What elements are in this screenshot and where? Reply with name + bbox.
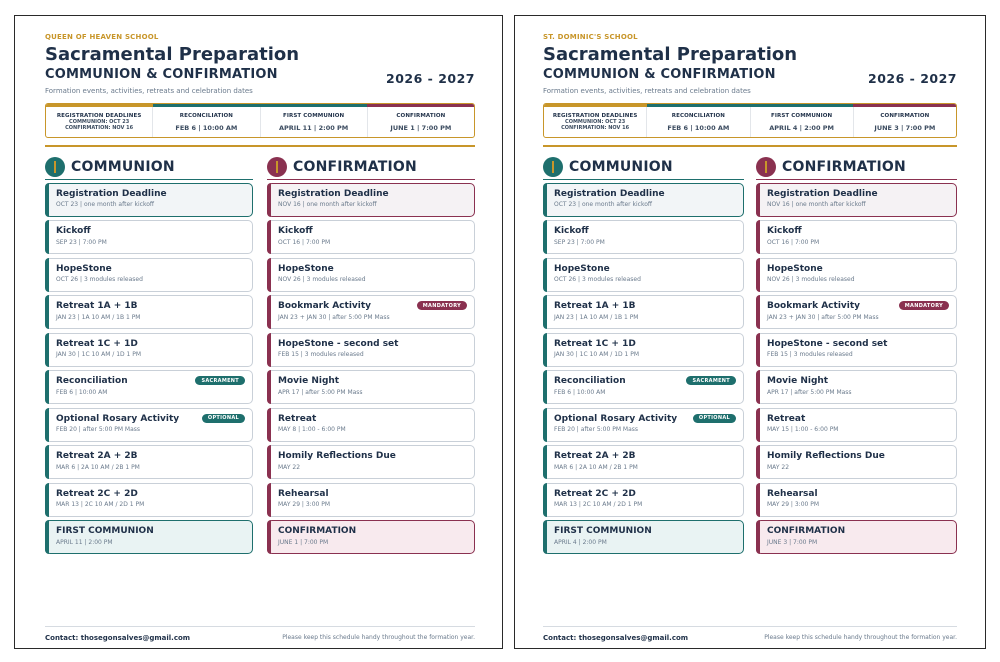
- event-title: Registration Deadline: [278, 188, 389, 199]
- event-title: HopeStone - second set: [767, 338, 888, 349]
- event-badge: SACRAMENT: [686, 376, 736, 385]
- event-card: [45, 520, 253, 554]
- event-title: Retreat 1C + 1D: [56, 338, 138, 349]
- key-date-label: CONFIRMATION: [396, 112, 446, 119]
- event-card: [756, 445, 957, 479]
- event-card: [543, 220, 744, 254]
- event-card: [756, 220, 957, 254]
- event-details: MAY 22: [278, 463, 301, 471]
- school-name: ST. DOMINIC'S SCHOOL: [543, 33, 638, 41]
- event-details: MAY 15 | 1:00 - 6:00 PM: [767, 426, 839, 433]
- event-details: OCT 26 | 3 modules released: [554, 276, 641, 283]
- event-title: Retreat 1C + 1D: [554, 338, 636, 349]
- event-card: [267, 445, 475, 479]
- confirmation-events: [756, 183, 957, 555]
- key-date-value: APRIL 11 | 2:00 PM: [279, 123, 349, 132]
- schedule-sheet-st-dominics: [514, 15, 986, 649]
- event-title: HopeStone: [56, 263, 112, 274]
- event-details: APRIL 11 | 2:00 PM: [56, 538, 113, 546]
- key-date-value: JUNE 1 | 7:00 PM: [390, 123, 452, 132]
- event-details: FEB 20 | after 5:00 PM Mass: [554, 426, 639, 433]
- footer-note: Please keep this schedule handy throughout the formation year.: [764, 634, 957, 641]
- key-dates-color-bar: [46, 104, 474, 107]
- event-details: APRIL 4 | 2:00 PM: [554, 538, 607, 546]
- event-card: [267, 408, 475, 442]
- key-date-value: COMMUNION: OCT 23: [69, 119, 130, 125]
- event-details: OCT 23 | one month after kickoff: [56, 201, 155, 208]
- event-card: [543, 483, 744, 517]
- event-title: Kickoff: [56, 226, 91, 236]
- event-title: Movie Night: [767, 376, 829, 386]
- event-details: FEB 20 | after 5:00 PM Mass: [56, 426, 141, 433]
- footer: [543, 626, 957, 642]
- event-details: JAN 23 | 1A 10 AM / 1B 1 PM: [554, 313, 639, 321]
- key-date-value: JUNE 3 | 7:00 PM: [874, 123, 936, 132]
- event-details: JAN 23 | 1A 10 AM / 1B 1 PM: [56, 313, 141, 321]
- event-title: Bookmark Activity: [767, 301, 861, 311]
- event-badge: SACRAMENT: [195, 376, 245, 385]
- event-card: [45, 408, 253, 442]
- confirmation-heading: CONFIRMATION: [293, 159, 417, 175]
- school-name: QUEEN OF HEAVEN SCHOOL: [45, 33, 159, 41]
- confirmation-header: [267, 158, 475, 180]
- event-card: [756, 408, 957, 442]
- event-title: Retreat 2A + 2B: [554, 451, 636, 461]
- event-card: [45, 183, 253, 217]
- key-date-label: FIRST COMMUNION: [283, 112, 345, 119]
- communion-events: [45, 183, 253, 555]
- event-card: [267, 370, 475, 404]
- event-card: [45, 258, 253, 292]
- event-title: Retreat 2A + 2B: [56, 451, 138, 461]
- key-date-label: FIRST COMMUNION: [771, 112, 833, 119]
- key-date-label: REGISTRATION DEADLINES: [552, 113, 638, 119]
- event-title: CONFIRMATION: [767, 526, 846, 536]
- event-title: Rehearsal: [278, 488, 329, 499]
- event-card: [543, 445, 744, 479]
- event-details: APR 17 | after 5:00 PM Mass: [278, 388, 363, 396]
- event-card: [543, 258, 744, 292]
- key-dates-box: [45, 103, 475, 138]
- event-title: Kickoff: [767, 226, 802, 236]
- confirmation-column: [756, 158, 957, 558]
- event-title: Registration Deadline: [56, 188, 167, 199]
- event-title: Optional Rosary Activity: [554, 413, 678, 424]
- key-dates-color-bar: [544, 104, 956, 107]
- event-card: [45, 295, 253, 329]
- event-details: FEB 6 | 10:00 AM: [554, 388, 606, 396]
- title-block: [45, 44, 475, 86]
- candle-icon: [756, 157, 776, 177]
- event-details: MAY 8 | 1:00 - 6:00 PM: [278, 426, 346, 433]
- event-details: JAN 30 | 1C 10 AM / 1D 1 PM: [56, 351, 142, 358]
- event-card: [45, 333, 253, 367]
- event-badge: OPTIONAL: [202, 414, 245, 423]
- event-title: CONFIRMATION: [278, 526, 357, 536]
- event-title: Retreat 2C + 2D: [56, 488, 138, 499]
- event-title: Reconciliation: [56, 376, 128, 386]
- event-details: MAR 6 | 2A 10 AM / 2B 1 PM: [554, 463, 638, 471]
- event-card: [267, 258, 475, 292]
- communion-heading: COMMUNION: [71, 159, 175, 175]
- event-details: OCT 16 | 7:00 PM: [767, 238, 820, 246]
- event-card: [543, 295, 744, 329]
- event-card: [543, 370, 744, 404]
- event-details: OCT 26 | 3 modules released: [56, 276, 143, 283]
- key-date-value: APRIL 4 | 2:00 PM: [769, 123, 834, 132]
- event-details: MAR 6 | 2A 10 AM / 2B 1 PM: [56, 463, 140, 471]
- event-details: MAY 22: [767, 463, 790, 471]
- event-card: [45, 483, 253, 517]
- event-details: MAY 29 | 3:00 PM: [278, 501, 331, 508]
- school-year: 2026 - 2027: [386, 71, 475, 86]
- event-title: Retreat 1A + 1B: [56, 301, 138, 311]
- event-title: FIRST COMMUNION: [554, 526, 652, 536]
- event-details: OCT 16 | 7:00 PM: [278, 238, 331, 246]
- school-year: 2026 - 2027: [868, 71, 957, 86]
- sheet-content: [45, 33, 475, 648]
- candle-icon: [267, 157, 287, 177]
- event-card: [267, 295, 475, 329]
- key-date-first-communion: [261, 104, 368, 137]
- sheet-content: [543, 33, 957, 648]
- event-card: [45, 445, 253, 479]
- event-title: HopeStone: [767, 263, 823, 274]
- event-title: Homily Reflections Due: [767, 451, 885, 461]
- event-card: [543, 183, 744, 217]
- communion-column: [45, 158, 253, 558]
- event-card: [756, 295, 957, 329]
- contact-email: Contact: thosegonsalves@gmail.com: [543, 634, 689, 642]
- communion-header: [543, 158, 744, 180]
- key-date-value: CONFIRMATION: NOV 16: [65, 125, 134, 131]
- page-subtitle: COMMUNION & CONFIRMATION: [543, 67, 776, 82]
- event-title: Retreat 1A + 1B: [554, 301, 636, 311]
- event-card: [267, 220, 475, 254]
- event-card: [267, 183, 475, 217]
- key-date-value: CONFIRMATION: NOV 16: [561, 125, 630, 131]
- key-dates-box: [543, 103, 957, 138]
- event-details: JUNE 1 | 7:00 PM: [278, 538, 329, 546]
- key-date-value: COMMUNION: OCT 23: [565, 119, 626, 125]
- event-details: OCT 23 | one month after kickoff: [554, 201, 653, 208]
- confirmation-events: [267, 183, 475, 555]
- key-date-confirmation: [854, 104, 956, 137]
- key-date-first-communion: [751, 104, 854, 137]
- event-title: HopeStone - second set: [278, 338, 399, 349]
- event-badge: MANDATORY: [417, 301, 467, 310]
- communion-events: [543, 183, 744, 555]
- event-details: MAR 13 | 2C 10 AM / 2D 1 PM: [554, 501, 643, 508]
- event-card: [756, 483, 957, 517]
- event-title: Retreat: [767, 413, 806, 424]
- event-card: [267, 483, 475, 517]
- key-date-label: CONFIRMATION: [880, 112, 930, 119]
- event-details: JAN 23 + JAN 30 | after 5:00 PM Mass: [767, 313, 879, 321]
- event-card: [756, 183, 957, 217]
- event-card: [543, 333, 744, 367]
- event-details: FEB 15 | 3 modules released: [278, 351, 364, 358]
- event-details: APR 17 | after 5:00 PM Mass: [767, 388, 852, 396]
- event-title: Registration Deadline: [767, 188, 878, 199]
- event-title: Retreat: [278, 413, 317, 424]
- key-date-registration: [544, 104, 647, 137]
- contact-email: Contact: thosegonsalves@gmail.com: [45, 634, 191, 642]
- event-card: [543, 520, 744, 554]
- divider: [543, 145, 957, 147]
- communion-header: [45, 158, 253, 180]
- title-block: [543, 44, 957, 86]
- event-title: FIRST COMMUNION: [56, 526, 154, 536]
- event-card: [267, 333, 475, 367]
- key-date-confirmation: [368, 104, 474, 137]
- tagline: Formation events, activities, retreats and celebration dates: [543, 87, 751, 95]
- tagline: Formation events, activities, retreats and celebration dates: [45, 87, 253, 95]
- candle-icon: [543, 157, 563, 177]
- event-title: HopeStone: [278, 263, 334, 274]
- event-card: [756, 520, 957, 554]
- event-title: HopeStone: [554, 263, 610, 274]
- key-date-reconciliation: [647, 104, 750, 137]
- key-date-registration: [46, 104, 153, 137]
- confirmation-header: [756, 158, 957, 180]
- event-card: [45, 370, 253, 404]
- key-date-label: RECONCILIATION: [671, 112, 725, 119]
- event-title: Kickoff: [278, 226, 313, 236]
- event-card: [45, 220, 253, 254]
- event-title: Registration Deadline: [554, 188, 665, 199]
- confirmation-heading: CONFIRMATION: [782, 159, 906, 175]
- event-details: JAN 23 + JAN 30 | after 5:00 PM Mass: [278, 313, 390, 321]
- event-details: NOV 16 | one month after kickoff: [767, 201, 866, 208]
- schedule-sheet-queen-of-heaven: [14, 15, 503, 649]
- event-title: Reconciliation: [554, 376, 626, 386]
- event-details: MAR 13 | 2C 10 AM / 2D 1 PM: [56, 501, 145, 508]
- event-details: NOV 26 | 3 modules released: [767, 276, 855, 283]
- event-title: Homily Reflections Due: [278, 451, 396, 461]
- columns: [543, 158, 957, 558]
- event-details: JUNE 3 | 7:00 PM: [767, 538, 818, 546]
- key-date-value: FEB 6 | 10:00 AM: [667, 123, 730, 132]
- key-date-value: FEB 6 | 10:00 AM: [175, 123, 238, 132]
- event-card: [756, 370, 957, 404]
- page-subtitle: COMMUNION & CONFIRMATION: [45, 67, 278, 82]
- key-date-label: RECONCILIATION: [179, 112, 233, 119]
- page-title: Sacramental Preparation: [45, 44, 300, 65]
- event-details: FEB 15 | 3 modules released: [767, 351, 853, 358]
- communion-column: [543, 158, 744, 558]
- event-details: NOV 26 | 3 modules released: [278, 276, 366, 283]
- event-details: FEB 6 | 10:00 AM: [56, 388, 108, 396]
- event-details: JAN 30 | 1C 10 AM / 1D 1 PM: [554, 351, 640, 358]
- event-card: [756, 333, 957, 367]
- event-details: MAY 29 | 3:00 PM: [767, 501, 820, 508]
- event-title: Kickoff: [554, 226, 589, 236]
- footer: [45, 626, 475, 642]
- key-date-reconciliation: [153, 104, 260, 137]
- event-badge: OPTIONAL: [693, 414, 736, 423]
- candle-icon: [45, 157, 65, 177]
- event-title: Movie Night: [278, 376, 340, 386]
- event-details: SEP 23 | 7:00 PM: [554, 238, 605, 246]
- footer-note: Please keep this schedule handy throughout the formation year.: [282, 634, 475, 641]
- event-badge: MANDATORY: [899, 301, 949, 310]
- columns: [45, 158, 475, 558]
- event-card: [543, 408, 744, 442]
- confirmation-column: [267, 158, 475, 558]
- event-details: SEP 23 | 7:00 PM: [56, 238, 107, 246]
- event-title: Rehearsal: [767, 488, 818, 499]
- page-title: Sacramental Preparation: [543, 44, 798, 65]
- event-card: [756, 258, 957, 292]
- event-title: Optional Rosary Activity: [56, 413, 180, 424]
- communion-heading: COMMUNION: [569, 159, 673, 175]
- event-details: NOV 16 | one month after kickoff: [278, 201, 377, 208]
- key-date-label: REGISTRATION DEADLINES: [56, 113, 142, 119]
- event-title: Bookmark Activity: [278, 301, 372, 311]
- event-title: Retreat 2C + 2D: [554, 488, 636, 499]
- divider: [45, 145, 475, 147]
- event-card: [267, 520, 475, 554]
